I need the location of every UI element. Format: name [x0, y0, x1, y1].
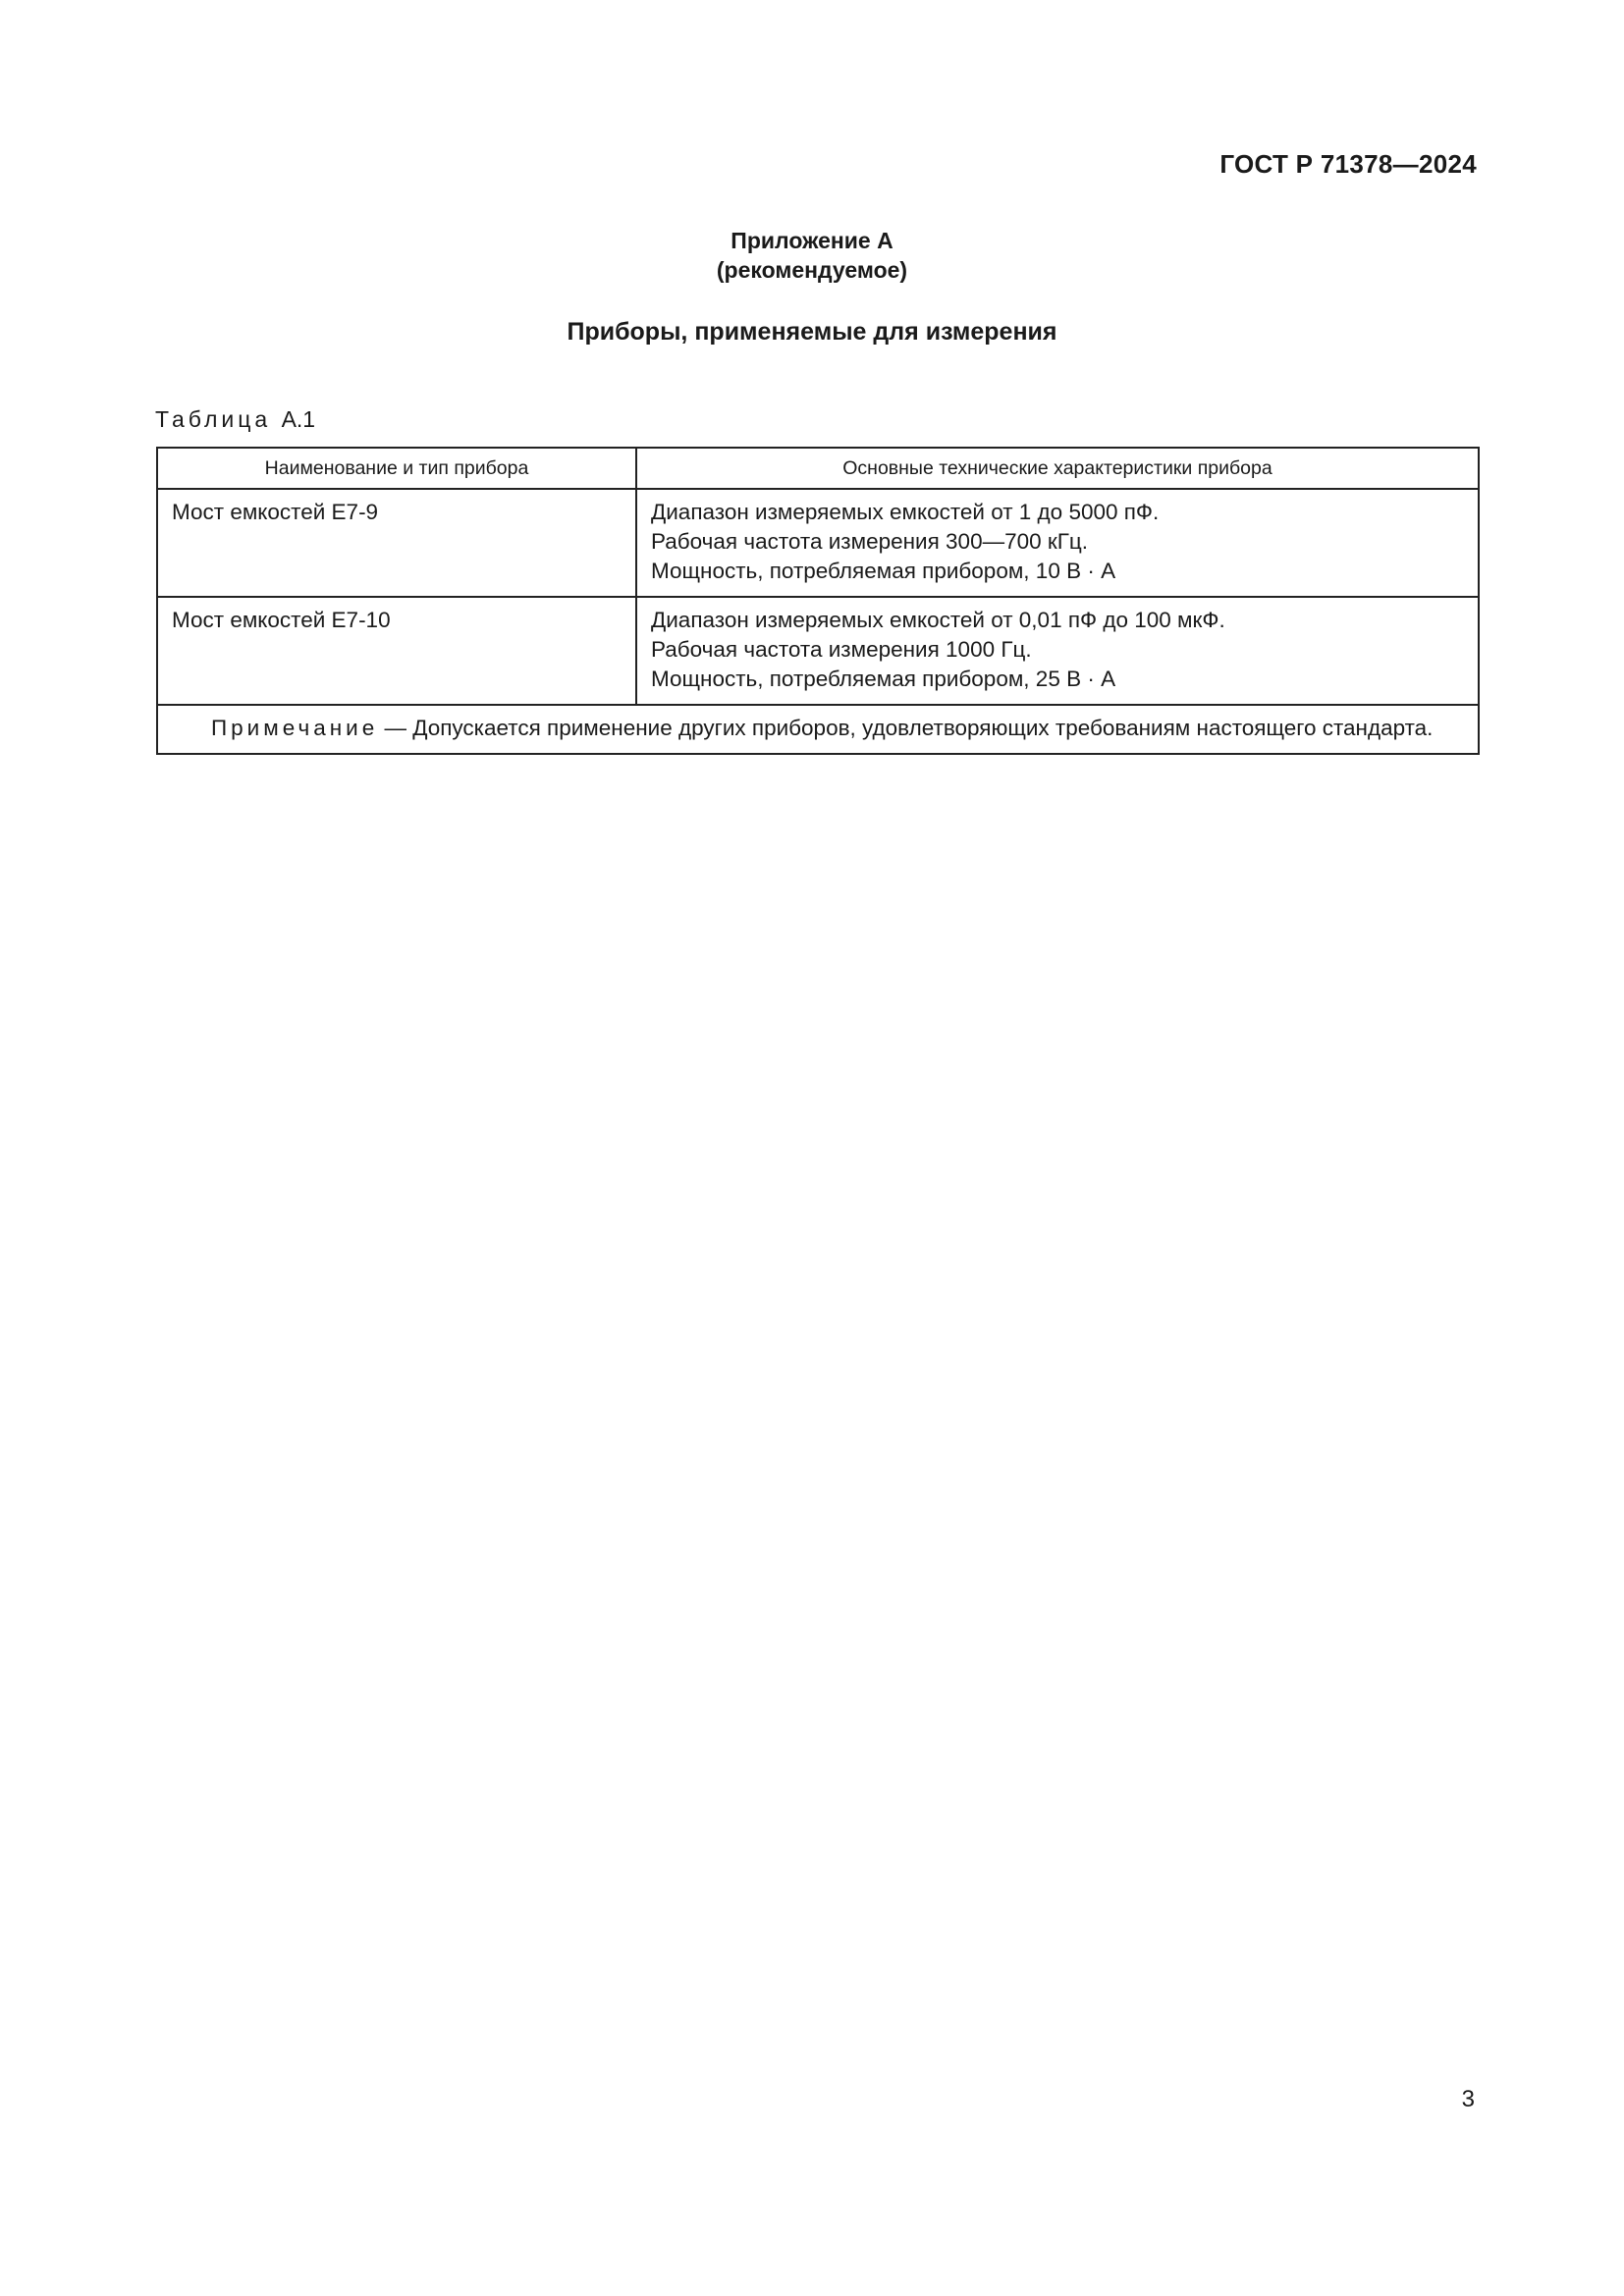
spec-line: Рабочая частота измерения 1000 Гц.: [651, 637, 1032, 662]
spec-line: Диапазон измеряемых емкостей от 1 до 5000 пФ.: [651, 500, 1160, 524]
instrument-specs: [636, 597, 1479, 705]
spec-line: Мощность, потребляемая прибором, 25 В · А: [651, 667, 1116, 691]
table-note-row: [157, 705, 1479, 754]
appendix-title: Приложение А: [731, 228, 893, 253]
note-label: Примечание: [211, 716, 379, 740]
instrument-specs: [636, 489, 1479, 597]
spec-line: Рабочая частота измерения 300—700 кГц.: [651, 529, 1089, 554]
instrument-name: Мост емкостей Е7-10: [157, 597, 636, 705]
note-text: — Допускается применение других приборов, удовлетворяющих требованиям настоящего стандарта.: [378, 716, 1434, 740]
table-header-row: [157, 448, 1479, 489]
instruments-table: [156, 447, 1480, 755]
spec-line: Диапазон измеряемых емкостей от 0,01 пФ до 100 мкФ.: [651, 608, 1225, 632]
document-code: ГОСТ Р 71378—2024: [1219, 149, 1477, 179]
table-row: [157, 489, 1479, 597]
appendix-status: (рекомендуемое): [716, 257, 908, 283]
table-note: [157, 705, 1479, 754]
column-header-name: Наименование и тип прибора: [157, 448, 636, 489]
section-title: Приборы, применяемые для измерения: [567, 318, 1057, 346]
table-row: [157, 597, 1479, 705]
spec-line: Мощность, потребляемая прибором, 10 В · А: [651, 559, 1116, 583]
table-caption-word: Таблица: [155, 406, 272, 432]
appendix-heading: [0, 226, 1624, 285]
page-number: 3: [1461, 2086, 1475, 2112]
instrument-name: Мост емкостей Е7-9: [157, 489, 636, 597]
column-header-specs: Основные технические характеристики прибора: [636, 448, 1479, 489]
table-caption: [155, 406, 315, 433]
table-caption-number: А.1: [281, 406, 316, 432]
